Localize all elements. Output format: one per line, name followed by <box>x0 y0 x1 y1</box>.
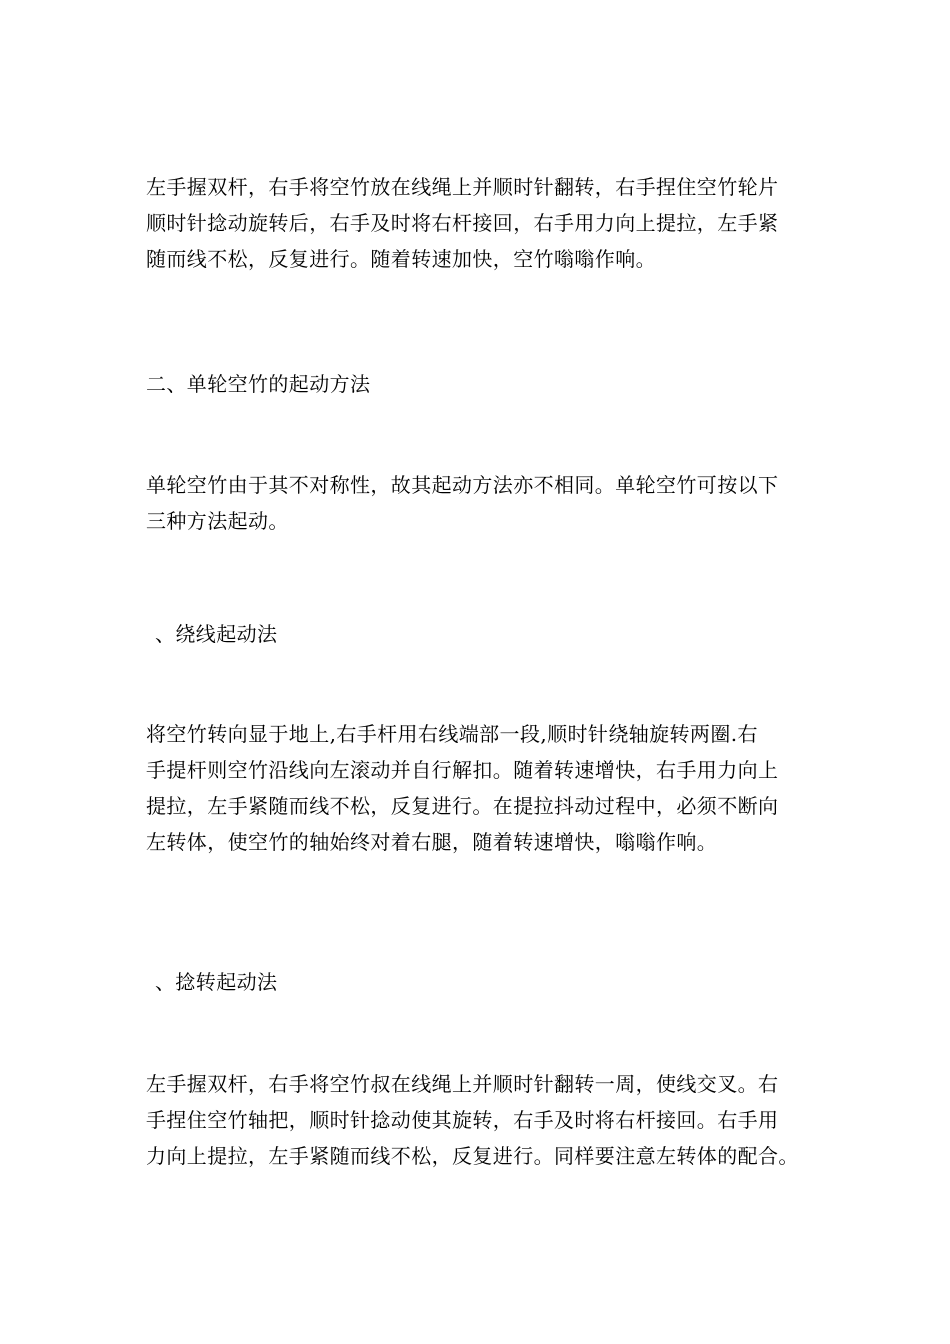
paragraph-single-wheel-intro <box>146 169 808 277</box>
subheading-twist-method: 、捻转起动法 <box>155 970 278 994</box>
subheading-wind-line-method: 、绕线起动法 <box>155 622 278 646</box>
paragraph-twist-method <box>146 1066 808 1174</box>
text-line: 左手握双杆，右手将空竹放在线绳上并顺时针翻转，右手捏住空竹轮片 <box>146 175 779 199</box>
text-line: 顺时针捻动旋转后，右手及时将右杆接回，右手用力向上提拉，左手紧 <box>146 211 779 235</box>
text-line: 三种方法起动。 <box>146 509 289 533</box>
text-line: 手捏住空竹轴把，顺时针捻动使其旋转，右手及时将右杆接回。右手用 <box>146 1108 779 1132</box>
paragraph-single-wheel-methods <box>146 467 808 539</box>
text-line: 提拉，左手紧随而线不松，反复进行。在提拉抖动过程中，必须不断向 <box>146 794 779 818</box>
text-line: 随而线不松，反复进行。随着转速加快，空竹嗡嗡作响。 <box>146 247 656 271</box>
section-heading-single-wheel-start: 二、单轮空竹的起动方法 <box>146 372 371 396</box>
text-line: 左手握双杆，右手将空竹叔在线绳上并顺时针翻转一周，使线交叉。右 <box>146 1072 779 1096</box>
text-line: 手提杆则空竹沿线向左滚动并自行解扣。随着转速增快，右手用力向上 <box>146 758 779 782</box>
paragraph-wind-line-method <box>146 716 808 860</box>
text-line: 将空竹转向显于地上,右手杆用右线端部一段,顺时针绕轴旋转两圈.右 <box>146 722 758 746</box>
text-line: 左转体，使空竹的轴始终对着右腿，随着转速增快，嗡嗡作响。 <box>146 830 718 854</box>
text-line: 力向上提拉，左手紧随而线不松，反复进行。同样要注意左转体的配合。 <box>146 1144 799 1168</box>
text-line: 单轮空竹由于其不对称性，故其起动方法亦不相同。单轮空竹可按以下 <box>146 473 779 497</box>
